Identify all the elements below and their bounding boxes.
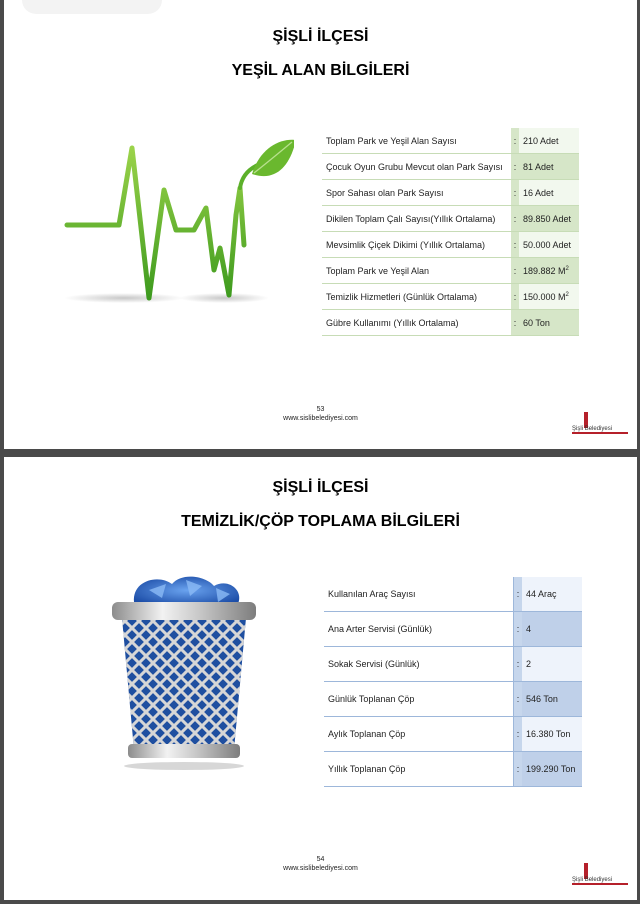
row-value-text: 44 Araç xyxy=(526,589,557,599)
row-label: Gübre Kullanımı (Yıllık Ortalama) xyxy=(322,310,511,336)
table-row xyxy=(322,284,579,310)
row-value xyxy=(519,310,579,336)
row-label: Ana Arter Servisi (Günlük) xyxy=(324,612,514,647)
table-row xyxy=(322,206,579,232)
row-label: Aylık Toplanan Çöp xyxy=(324,717,514,752)
row-value xyxy=(519,180,579,206)
row-label: Spor Sahası olan Park Sayısı xyxy=(322,180,511,206)
document-page-53 xyxy=(4,0,637,449)
row-value xyxy=(519,232,579,258)
table-row xyxy=(322,128,579,154)
table-row xyxy=(324,752,582,787)
row-value xyxy=(519,258,579,284)
row-label: Mevsimlik Çiçek Dikimi (Yıllık Ortalama) xyxy=(322,232,511,258)
row-value xyxy=(519,206,579,232)
row-separator: : xyxy=(511,310,519,336)
table-row xyxy=(324,647,582,682)
row-value xyxy=(522,612,582,647)
row-value-text: 81 Adet xyxy=(523,161,554,172)
document-page-54 xyxy=(4,457,637,900)
green-area-info-table xyxy=(322,128,579,336)
logo-text-part1: Şişli xyxy=(572,877,584,883)
row-value xyxy=(522,752,582,787)
municipality-logo xyxy=(572,412,632,434)
row-label: Dikilen Toplam Çalı Sayısı(Yıllık Ortalama) xyxy=(322,206,511,232)
table-row xyxy=(322,310,579,336)
logo-text-part2: Belediyesi xyxy=(584,877,613,883)
row-separator: : xyxy=(511,232,519,258)
table-row xyxy=(322,180,579,206)
page-subtitle: TEMİZLİK/ÇÖP TOPLAMA BİLGİLERİ xyxy=(181,513,460,530)
row-value-text: 50.000 Adet xyxy=(523,239,572,250)
page-title: ŞİŞLİ İLÇESİ xyxy=(272,479,369,496)
row-separator: : xyxy=(514,752,523,787)
table-row xyxy=(324,682,582,717)
row-value-text: 16.380 Ton xyxy=(526,729,571,739)
green-heartbeat-leaf-icon xyxy=(64,130,294,310)
municipality-logo xyxy=(572,863,632,885)
row-value xyxy=(519,154,579,180)
page-subtitle: YEŞİL ALAN BİLGİLERİ xyxy=(231,62,410,79)
page-corner-decoration xyxy=(22,0,162,14)
row-value-text: 60 Ton xyxy=(523,317,550,328)
page-footer xyxy=(4,405,637,423)
row-value xyxy=(522,682,582,717)
table-row xyxy=(324,717,582,752)
unit-superscript: 2 xyxy=(565,265,569,272)
website-url: www.sislibelediyesi.com xyxy=(283,415,358,422)
row-label: Kullanılan Araç Sayısı xyxy=(324,577,514,612)
logo-text-part1: Şişli xyxy=(572,426,584,432)
row-value xyxy=(522,577,582,612)
trash-bin-icon xyxy=(104,572,264,772)
row-value-text: 150.000 M xyxy=(523,291,566,302)
table-row xyxy=(324,612,582,647)
logo-text-part2: Belediyesi xyxy=(584,426,613,432)
row-separator: : xyxy=(511,180,519,206)
row-value-text: 16 Adet xyxy=(523,187,554,198)
row-separator: : xyxy=(511,154,519,180)
table-row xyxy=(324,577,582,612)
table-row xyxy=(322,258,579,284)
row-separator: : xyxy=(514,647,523,682)
row-separator: : xyxy=(514,577,523,612)
row-value-text: 189.882 M xyxy=(523,265,566,276)
row-value-text: 210 Adet xyxy=(523,135,559,146)
row-label: Yıllık Toplanan Çöp xyxy=(324,752,514,787)
table-row xyxy=(322,232,579,258)
page-title: ŞİŞLİ İLÇESİ xyxy=(272,28,369,45)
row-value-text: 199.290 Ton xyxy=(526,764,576,774)
row-value xyxy=(522,647,582,682)
row-label: Toplam Park ve Yeşil Alan xyxy=(322,258,511,284)
page-footer xyxy=(4,855,637,873)
row-separator: : xyxy=(511,284,519,310)
row-label: Toplam Park ve Yeşil Alan Sayısı xyxy=(322,128,511,154)
row-value xyxy=(519,128,579,154)
row-value-text: 546 Ton xyxy=(526,694,558,704)
waste-collection-info-table xyxy=(324,577,582,787)
row-value-text: 2 xyxy=(526,659,532,669)
row-separator: : xyxy=(514,682,523,717)
row-separator: : xyxy=(511,206,519,232)
row-value xyxy=(519,284,579,310)
row-separator: : xyxy=(514,612,523,647)
row-separator: : xyxy=(511,258,519,284)
table-row xyxy=(322,154,579,180)
row-separator: : xyxy=(514,717,523,752)
row-label: Çocuk Oyun Grubu Mevcut olan Park Sayısı xyxy=(322,154,511,180)
row-label: Sokak Servisi (Günlük) xyxy=(324,647,514,682)
row-separator: : xyxy=(511,128,519,154)
row-value-text: 89.850 Adet xyxy=(523,213,572,224)
page-number: 54 xyxy=(316,856,325,863)
row-value-text: 4 xyxy=(526,624,532,634)
row-label: Temizlik Hizmetleri (Günlük Ortalama) xyxy=(322,284,511,310)
unit-superscript: 2 xyxy=(565,291,569,298)
website-url: www.sislibelediyesi.com xyxy=(283,865,358,872)
page-number: 53 xyxy=(316,406,325,413)
row-label: Günlük Toplanan Çöp xyxy=(324,682,514,717)
row-value xyxy=(522,717,582,752)
